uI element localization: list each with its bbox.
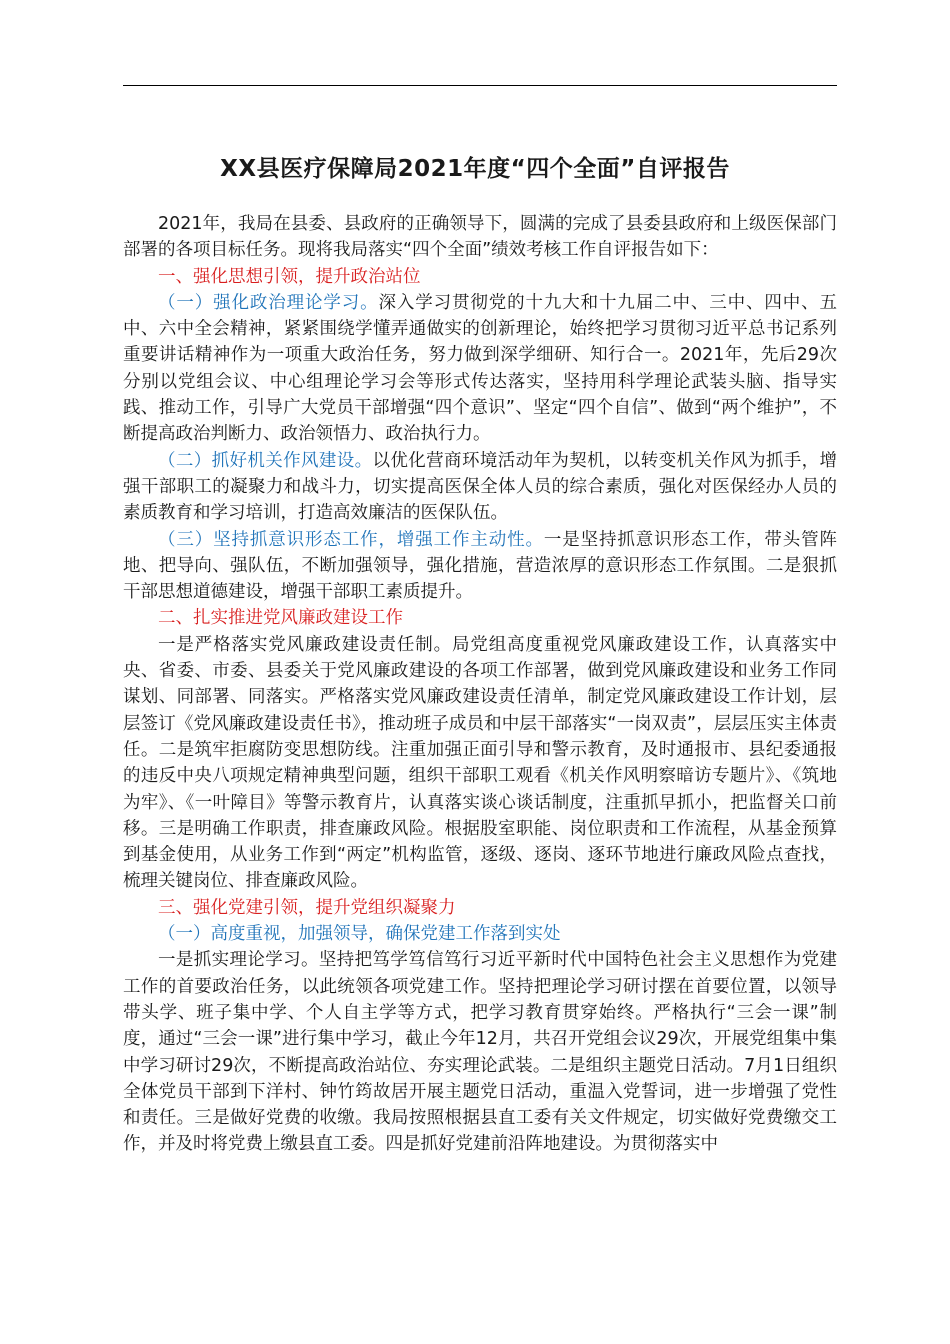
subheading-lead: （三）坚持抓意识形态工作，增强工作主动性。 [158, 529, 544, 550]
section-heading-1: 一、强化思想引领，提升政治站位 [158, 266, 421, 287]
document-body [123, 211, 837, 1158]
body-paragraph: 一是抓实理论学习。坚持把笃学笃信笃行习近平新时代中国特色社会主义思想作为党建工作的首要政治任务，以此统领各项党建工作。坚持把理论学习研讨摆在首要位置，以领导带头学、班子集中学、个人自主学等方式，把学习教育贯穿始终。严格执行“三会一课”制度，通过“三会一课”进行集中学习，截止今年12月，共召开党组会议29次，开展党组集中集中学习研讨29次，不断提高政治站位、夯实理论武装。二是组织主题党日活动。7月1日组织全体党员干部到下洋村、钟竹筠故居开展主题党日活动，重温入党誓词，进一步增强了党性和责任。三是做好党费的收缴。我局按照根据县直工委有关文件规定，切实做好党费缴交工作，并及时将党费上缴县直工委。四是抓好党建前沿阵地建设。为贯彻落实中 [123, 950, 837, 1155]
subheading-lead: （一）强化政治理论学习。 [158, 292, 379, 313]
body-paragraph: （二）抓好机关作风建设。以优化营商环境活动年为契机，以转变机关作风为抓手，增强干部职工的凝聚力和战斗力，切实提高医保全体人员的综合素质，强化对医保经办人员的素质教育和学习培训，打造高效廉洁的医保队伍。 [123, 450, 838, 524]
subheading-lead: （二）抓好机关作风建设。 [158, 450, 373, 471]
intro-paragraph: 2021年，我局在县委、县政府的正确领导下，圆满的完成了县委县政府和上级医保部门部署的各项目标任务。现将我局落实“四个全面”绩效考核工作自评报告如下： [123, 214, 837, 261]
section-heading-2: 二、扎实推进党风廉政建设工作 [158, 608, 403, 629]
header-rule [123, 85, 837, 86]
body-paragraph: （三）坚持抓意识形态工作，增强工作主动性。一是坚持抓意识形态工作，带头管阵地、把导向、强队伍，不断加强领导，强化措施，营造浓厚的意识形态工作氛围。二是狠抓干部思想道德建设，增强干部职工素质提升。 [123, 529, 837, 603]
subsection-heading: （一）高度重视，加强领导，确保党建工作落到实处 [158, 924, 561, 945]
document-title: XX县医疗保障局2021年度“四个全面”自评报告 [220, 156, 730, 182]
body-paragraph: （一）强化政治理论学习。深入学习贯彻党的十九大和十九届二中、三中、四中、五中、六中全会精神，紧紧围绕学懂弄通做实的创新理论，始终把学习贯彻习近平总书记系列重要讲话精神作为一项重大政治任务，努力做到深学细研、知行合一。2021年，先后29次分别以党组会议、中心组理论学习会等形式传达落实，坚持用科学理论武装头脑、指导实践、推动工作，引导广大党员干部增强“四个意识”、坚定“四个自信”、做到“两个维护”，不断提高政治判断力、政治领悟力、政治执行力。 [123, 292, 837, 445]
section-heading-3: 三、强化党建引领，提升党组织凝聚力 [158, 897, 456, 918]
body-paragraph: 一是严格落实党风廉政建设责任制。局党组高度重视党风廉政建设工作，认真落实中央、省委、市委、县委关于党风廉政建设的各项工作部署，做到党风廉政建设和业务工作同谋划、同部署、同落实。严格落实党风廉政建设责任清单，制定党风廉政建设工作计划，层层签订《党风廉政建设责任书》，推动班子成员和中层干部落实“一岗双责”，层层压实主体责任。二是筑牢拒腐防变思想防线。注重加强正面引导和警示教育，及时通报市、县纪委通报的违反中央八项规定精神典型问题，组织干部职工观看《机关作风明察暗访专题片》、《筑地为牢》、《一叶障目》等警示教育片，认真落实谈心谈话制度，注重抓早抓小，把监督关口前移。三是明确工作职责，排查廉政风险。根据股室职能、岗位职责和工作流程，从基金预算到基金使用，从业务工作到“两定”机构监管，逐级、逐岗、逐环节地进行廉政风险点查找，梳理关键岗位、排查廉政风险。 [123, 634, 837, 892]
